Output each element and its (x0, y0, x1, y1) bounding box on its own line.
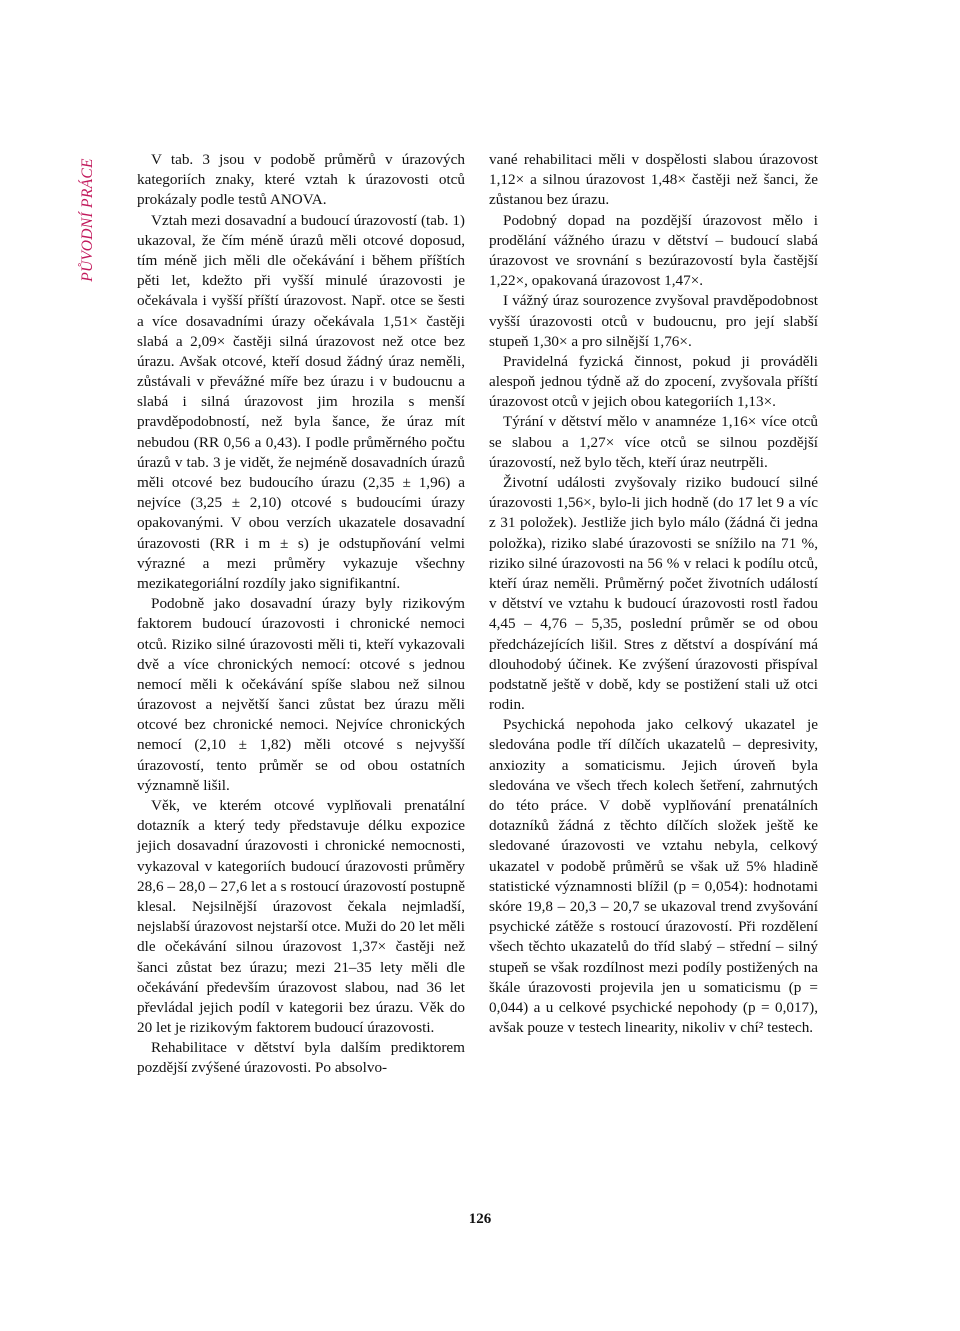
paragraph: Pravidelná fyzická činnost, pokud ji prováděli alespoň jednou týdně až do zpocení, zvyšovala příští úrazovost otců v jejich obou kategoriích 1,13×. (489, 352, 818, 411)
paragraph: I vážný úraz sourozence zvyšoval pravděpodobnost vyšší úrazovosti otců v budoucnu, pro její slabší stupeň 1,30× a pro silnější 1,76×. (489, 292, 818, 350)
paragraph: Psychická nepohoda jako celkový ukazatel je sledována podle tří dílčích ukazatelů – depresivity, anxiozity a somaticismu. Jejich úroveň byla sledována ve všech třech kolech šetření, zahrnutých do této práce. V době vyplňování prenatálních dotazníků žádná z těchto dílčích složek ještě ke sledované úrazovosti ve vztahu nebyla, celkový ukazatel v podobě průměrů se však už 5% hladině statistické významnosti blížil (p = 0,054): hodnotami skóre 19,8 – 20,3 – 20,7 se ukazoval trend zvyšování psychické zátěže s rostoucí úrazovostí. Při rozdělení všech těchto ukazatelů do tříd slabý – střední – silný stupeň se však rozdílnost mezi podíly postižených na škále úrazovosti projevila jen u somaticismu (p = 0,044) a u celkové psychické nepohody (p = 0,017), avšak pouze v testech linearity, nikoliv v chí² testech. (489, 716, 818, 1037)
paragraph: Rehabilitace v dětství byla dalším prediktorem pozdější zvýšené úrazovosti. Po absolvo- (137, 1039, 465, 1077)
paragraph: Podobný dopad na pozdější úrazovost mělo i prodělání vážného úrazu v dětství – budoucí slabá úrazovost ve srovnání s bezúrazovostí byla častější 1,22×, opakovaná úrazovost 1,47×. (489, 211, 818, 290)
paragraph: vané rehabilitaci měli v dospělosti slabou úrazovost 1,12× a silnou úrazovost 1,48× častěji než šanci, že zůstanou bez úrazu. (489, 151, 818, 209)
section-label-text: PŮVODNÍ PRÁCE (79, 158, 97, 282)
paragraph: Týrání v dětství mělo v anamnéze 1,16× více otců se slabou a 1,27× více otců se silnou pozdější úrazovostí, než bylo těch, kteří úraz neutrpěli. (489, 413, 818, 471)
paragraph: Podobně jako dosavadní úrazy byly rizikovým faktorem budoucí úrazovosti i chronické nemoci otců. Riziko silné úrazovosti měli ti, kteří vykazovali dvě a více chronických nemocí: otcové s jednou nemocí měli k očekávání spíše slabou než silnou úrazovost a největší šanci zůstat bez úrazu měli otcové bez chronické nemoci. Nejvíce chronických nemocí (2,10 ± 1,82) měli otcové s nejvyšší úrazovostí, tento průměr se od obou ostatních významně lišil. (137, 595, 465, 794)
section-label (58, 150, 118, 290)
paragraph: Vztah mezi dosavadní a budoucí úrazovostí (tab. 1) ukazoval, že čím méně úrazů měli otcové doposud, tím méně jich měli dle očekávání i během příštích pěti let, kdežto při vyšší minulé úrazovosti je očekávala i vyšší příští úrazovost. Např. otce se šesti a více dosavadními úrazy očekávala 1,51× častěji slabá a 2,09× častěji silná úrazovost než otce bez úrazu. Avšak otcové, kteří dosud žádný úraz neměli, zůstávali v převážné míře bez úrazu i v budoucnu a slabá i silná úrazovost jim hrozila s menší pravděpodobností, než byla šance, že úraz mít nebudou (RR 0,56 a 0,43). I podle průměrného počtu úrazů v tab. 3 je vidět, že nejméně dosavadních úrazů měli otcové bez budoucího úrazu (2,35 ± 1,96) a nejvíce (3,25 ± 2,10) otcové s budoucími úrazy opakovanými. V obou verzích ukazatele dosavadní úrazovosti (RR i m ± s) je odstupňování velmi výrazné a mezi průměry vykazuje všechny mezikategoriální rozdíly jako signifikantní. (137, 211, 465, 592)
paragraph: Věk, ve kterém otcové vyplňovali prenatální dotazník a který tedy představuje délku expozice jejich dosavadní úrazovosti i chronické nemocnosti, vykazoval v kategoriích budoucí úrazovosti průměry 28,6 – 28,0 – 27,6 let a s rostoucí úrazovostí postupně klesal. Nejsilnější úrazovost čekala nejmladší, nejslabší úrazovost nejstarší otce. Muži do 20 let měli dle očekávání silnou úrazovost 1,37× častěji než šanci zůstat bez úrazu; mezi 21–35 lety měli dle očekávání především úrazovost slabou, nad 36 let převládal jejich podíl v kategorii bez úrazu. Věk do 20 let je rizikovým faktorem budoucí úrazovosti. (137, 797, 465, 1037)
paragraph: Životní události zvyšovaly riziko budoucí silné úrazovosti 1,56×, bylo-li jich hodně (do 17 let 9 a víc z 31 položek). Jestliže jich bylo málo (žádná či jedna položka), riziko slabé úrazovosti se snížilo na 71 %, riziko silné úrazovosti na 56 % v relaci k podílu otců, kteří úraz neměli. Průměrný počet životních událostí v dětství ve vztahu k budoucí úrazovosti rostl řadou 4,45 – 4,76 – 5,35, poslední průměr se od obou předcházejících lišil. Stres z dětství a dospívání má dlouhodobý účinek. Ke zvýšení úrazovosti přispíval podstatně ještě v době, kdy se postižení stali už otci rodin. (489, 474, 818, 714)
right-column (489, 150, 818, 1038)
page-number: 126 (468, 1211, 492, 1227)
paragraph: V tab. 3 jsou v podobě průměrů v úrazových kategoriích znaky, které vztah k úrazovosti otců prokázaly podle testů ANOVA. (137, 151, 465, 209)
left-column (137, 150, 465, 1079)
